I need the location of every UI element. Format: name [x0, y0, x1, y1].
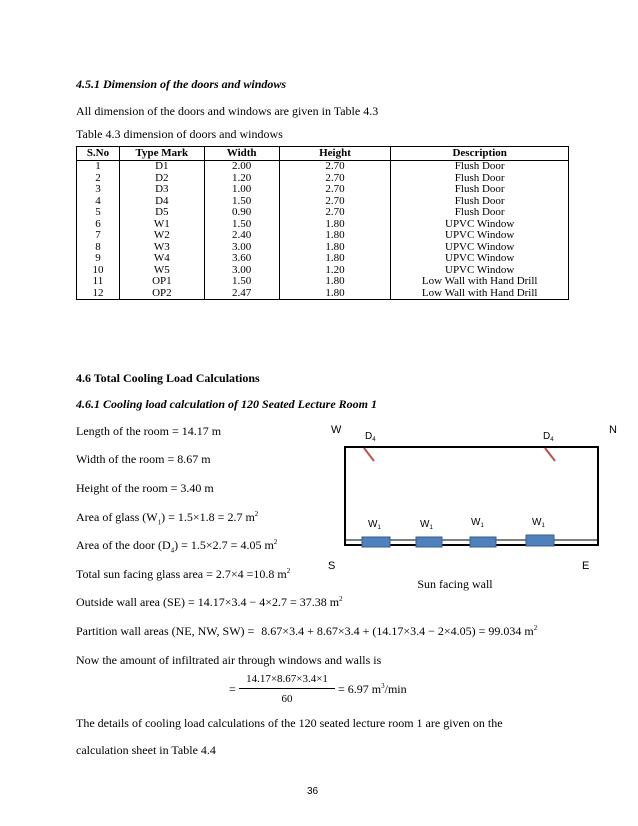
cell-height: 1.80: [279, 230, 391, 242]
cell-description: UPVC Window: [391, 230, 569, 242]
window-label-3: $W_1$: [471, 517, 484, 529]
header-width: Width: [204, 147, 279, 161]
window-w1-3: [470, 537, 496, 547]
table-row: [77, 161, 569, 173]
fraction-denominator: 60: [281, 693, 293, 705]
table-row: [77, 184, 569, 196]
door-area-expr: ) = 1.5×2.7 = 4.05 m: [174, 538, 274, 552]
table-caption: Table 4.3 dimension of doors and windows: [76, 127, 283, 141]
cell-type-mark: D5: [119, 207, 204, 219]
glass-area-sq: 2: [254, 510, 259, 518]
cell-height: 1.80: [279, 288, 391, 300]
window-label-1: $W_1$: [368, 519, 381, 531]
cell-sno: 5: [77, 207, 120, 219]
cell-width: 3.00: [204, 265, 279, 277]
cell-width: 1.50: [204, 276, 279, 288]
cell-description: Low Wall with Hand Drill: [391, 276, 569, 288]
cell-type-mark: W4: [119, 253, 204, 265]
cell-type-mark: OP2: [119, 288, 204, 300]
cell-height: 2.70: [279, 173, 391, 185]
cell-type-mark: D3: [119, 184, 204, 196]
cell-sno: 12: [77, 288, 120, 300]
cell-height: 1.80: [279, 219, 391, 231]
cell-height: 2.70: [279, 184, 391, 196]
table-row: [77, 288, 569, 300]
infiltration-text: Now the amount of infiltrated air through windows and walls is: [76, 653, 382, 667]
compass-e: E: [582, 560, 590, 572]
cell-description: UPVC Window: [391, 265, 569, 277]
table-header-row: [77, 147, 569, 161]
cell-sno: 11: [77, 276, 120, 288]
cell-height: 2.70: [279, 196, 391, 208]
cell-description: UPVC Window: [391, 253, 569, 265]
window-w1-1: [362, 537, 390, 547]
sun-glass-text: Total sun facing glass area = 2.7×4 =10.8 m: [76, 567, 287, 581]
cell-sno: 1: [77, 161, 120, 173]
cell-type-mark: D4: [119, 196, 204, 208]
room-outline: [345, 447, 598, 545]
cell-height: 1.80: [279, 242, 391, 254]
section-heading-4-5-1: 4.5.1 Dimension of the doors and windows: [76, 77, 287, 91]
cell-height: 1.20: [279, 265, 391, 277]
window-label-4: $W_1$: [532, 517, 545, 529]
cell-sno: 8: [77, 242, 120, 254]
partition-expr: 8.67×3.4 + 8.67×3.4 + (14.17×3.4 − 2×4.05) = 99.034 m: [261, 624, 534, 638]
cell-width: 0.90: [204, 207, 279, 219]
cell-sno: 2: [77, 173, 120, 185]
door-area-sq: 2: [273, 538, 278, 546]
sun-facing-glass-area: [76, 567, 290, 582]
window-label-2: $W_1$: [420, 519, 433, 531]
window-w1-2: [416, 537, 442, 547]
header-height: Height: [279, 147, 391, 161]
fraction-result-value: = 6.97 m: [338, 682, 382, 696]
cell-width: 1.20: [204, 173, 279, 185]
fraction-equals: =: [229, 682, 236, 696]
outside-wall-text: Outside wall area (SE) = 14.17×3.4 − 4×2.7 = 37.38 m: [76, 595, 340, 609]
cell-width: 1.50: [204, 196, 279, 208]
cell-width: 1.50: [204, 219, 279, 231]
cell-description: Flush Door: [391, 207, 569, 219]
cell-width: 2.40: [204, 230, 279, 242]
cell-sno: 6: [77, 219, 120, 231]
partition-wall-area: [76, 624, 537, 639]
section-heading-4-6-1: 4.6.1 Cooling load calculation of 120 Seated Lecture Room 1: [76, 397, 377, 411]
fraction-unit: /min: [384, 682, 407, 696]
cell-type-mark: W1: [119, 219, 204, 231]
details-line-2: calculation sheet in Table 4.4: [76, 743, 216, 757]
cell-sno: 3: [77, 184, 120, 196]
header-description: Description: [391, 147, 569, 161]
glass-area-label: Area of glass (W: [76, 510, 158, 524]
fraction-cube: 3: [381, 682, 385, 690]
table-row: [77, 230, 569, 242]
doors-windows-table: [76, 146, 569, 300]
cell-type-mark: D2: [119, 173, 204, 185]
section-heading-4-6: 4.6 Total Cooling Load Calculations: [76, 371, 260, 385]
cell-description: Low Wall with Hand Drill: [391, 288, 569, 300]
partition-label: Partition wall areas (NE, NW, SW) =: [76, 624, 255, 638]
cell-sno: 4: [77, 196, 120, 208]
cell-height: 1.80: [279, 253, 391, 265]
header-sno: S.No: [77, 147, 120, 161]
cell-description: UPVC Window: [391, 242, 569, 254]
cell-height: 2.70: [279, 161, 391, 173]
door-area: [76, 538, 277, 553]
cell-height: 1.80: [279, 276, 391, 288]
cell-width: 1.00: [204, 184, 279, 196]
door-label-left: $D_4$: [365, 431, 376, 443]
cell-type-mark: OP1: [119, 276, 204, 288]
glass-area-sub: 1: [157, 518, 162, 527]
page-number: 36: [307, 786, 319, 797]
cell-width: 3.60: [204, 253, 279, 265]
room-length: Length of the room = 14.17 m: [76, 424, 222, 438]
cell-description: Flush Door: [391, 184, 569, 196]
cell-sno: 7: [77, 230, 120, 242]
compass-w: W: [331, 424, 342, 436]
door-label-right: $D_4$: [543, 431, 554, 443]
outside-wall-area: [76, 595, 343, 610]
door-area-sub: 4: [170, 546, 175, 555]
room-height: Height of the room = 3.40 m: [76, 481, 214, 495]
room-width: Width of the room = 8.67 m: [76, 452, 211, 466]
outside-wall-sq: 2: [339, 595, 343, 603]
table-row: [77, 253, 569, 265]
cell-width: 2.00: [204, 161, 279, 173]
sun-facing-wall-caption: Sun facing wall: [417, 577, 493, 591]
table-row: [77, 207, 569, 219]
cell-width: 2.47: [204, 288, 279, 300]
fraction-result: [338, 682, 407, 697]
cell-height: 2.70: [279, 207, 391, 219]
room-diagram: [320, 415, 620, 595]
glass-area-expr: ) = 1.5×1.8 = 2.7 m: [161, 510, 255, 524]
door-d4-left: [364, 448, 374, 461]
cell-description: UPVC Window: [391, 219, 569, 231]
cell-description: Flush Door: [391, 196, 569, 208]
cell-type-mark: W3: [119, 242, 204, 254]
cell-width: 3.00: [204, 242, 279, 254]
cell-type-mark: D1: [119, 161, 204, 173]
sun-glass-sq: 2: [286, 567, 291, 575]
header-type-mark: Type Mark: [119, 147, 204, 161]
compass-s: S: [328, 560, 336, 572]
cell-sno: 9: [77, 253, 120, 265]
door-area-label: Area of the door (D: [76, 538, 171, 552]
details-line-1: The details of cooling load calculations of the 120 seated lecture room 1 are given on the: [76, 716, 503, 730]
partition-sq: 2: [533, 624, 538, 632]
fraction-numerator: 14.17×8.67×3.4×1: [246, 673, 328, 685]
cell-type-mark: W2: [119, 230, 204, 242]
compass-n: N: [609, 424, 617, 436]
cell-type-mark: W5: [119, 265, 204, 277]
door-d4-right: [545, 448, 555, 461]
intro-text: All dimension of the doors and windows are given in Table 4.3: [76, 104, 379, 118]
window-w1-4: [526, 535, 554, 546]
cell-description: Flush Door: [391, 173, 569, 185]
table-row: [77, 276, 569, 288]
fraction-line: [239, 688, 335, 689]
glass-area: [76, 510, 258, 525]
cell-sno: 10: [77, 265, 120, 277]
cell-description: Flush Door: [391, 161, 569, 173]
